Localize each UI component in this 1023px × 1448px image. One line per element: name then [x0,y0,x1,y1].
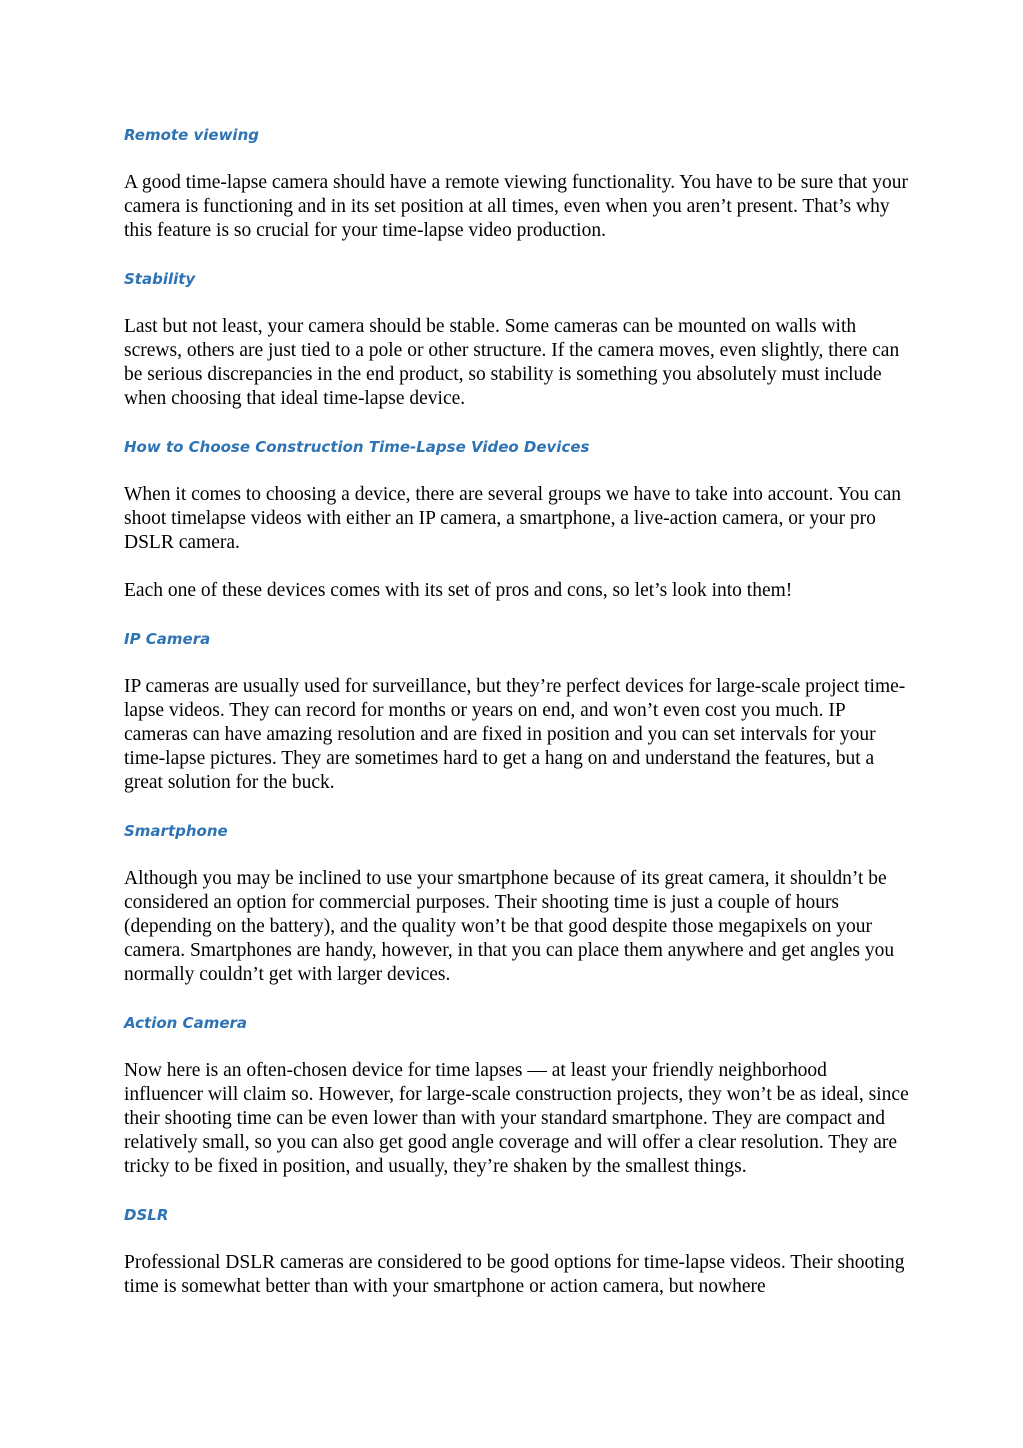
section-stability [124,267,909,435]
section-heading: DSLR [124,1206,169,1224]
section-remote-viewing [124,123,909,267]
section-action-camera [124,1011,909,1203]
section-paragraph: IP cameras are usually used for surveillance, but they’re perfect devices for large-scale project time-lapse videos. They can record for months or years on end, and won’t even cost you much. IP cameras can have amazing resolution and are fixed in position and you can set intervals for your time-lapse pictures. They are sometimes hard to get a hang on and understand the features, but a great solution for the buck. [124,676,906,793]
section-heading: How to Choose Construction Time-Lapse Video Devices [124,438,590,456]
section-dslr [124,1203,909,1299]
section-heading: Stability [124,270,196,288]
page-content [124,123,909,1299]
section-paragraph: Last but not least, your camera should be stable. Some cameras can be mounted on walls with screws, others are just tied to a pole or other structure. If the camera moves, even slightly, there can be serious discrepancies in the end product, so stability is something you absolutely must include when choosing that ideal time-lapse device. [124,316,900,409]
section-paragraph: Professional DSLR cameras are considered to be good options for time-lapse videos. Their shooting time is somewhat better than with your smartphone or action camera, but nowhere [124,1252,905,1297]
section-heading: Smartphone [124,822,228,840]
section-heading: Remote viewing [124,126,259,144]
section-smartphone [124,819,909,1011]
section-paragraph: Each one of these devices comes with its set of pros and cons, so let’s look into them! [124,580,793,601]
section-paragraph: Although you may be inclined to use your smartphone because of its great camera, it shouldn’t be considered an option for commercial purposes. Their shooting time is just a couple of hours (depending on the battery), and the quality won’t be that good despite those megapixels on your camera. Smartphones are handy, however, in that you can place them anywhere and get angles you normally couldn’t get with larger devices. [124,868,895,985]
section-paragraph: When it comes to choosing a device, there are several groups we have to take into account. You can shoot timelapse videos with either an IP camera, a smartphone, a live-action camera, or your pro DSLR camera. [124,484,902,553]
section-paragraph: Now here is an often-chosen device for time lapses — at least your friendly neighborhood influencer will claim so. However, for large-scale construction projects, they won’t be as ideal, since their shooting time can be even lower than with your standard smartphone. They are compact and relatively small, so you can also get good angle coverage and will offer a clear resolution. They are tricky to be fixed in position, and usually, they’re shaken by the smallest things. [124,1060,909,1177]
section-how-to-choose [124,435,909,627]
section-heading: IP Camera [124,630,211,648]
section-heading: Action Camera [124,1014,248,1032]
section-ip-camera [124,627,909,819]
section-paragraph: A good time-lapse camera should have a remote viewing functionality. You have to be sure that your camera is functioning and in its set position at all times, even when you aren’t present. That’s why this feature is so crucial for your time-lapse video production. [124,172,908,241]
